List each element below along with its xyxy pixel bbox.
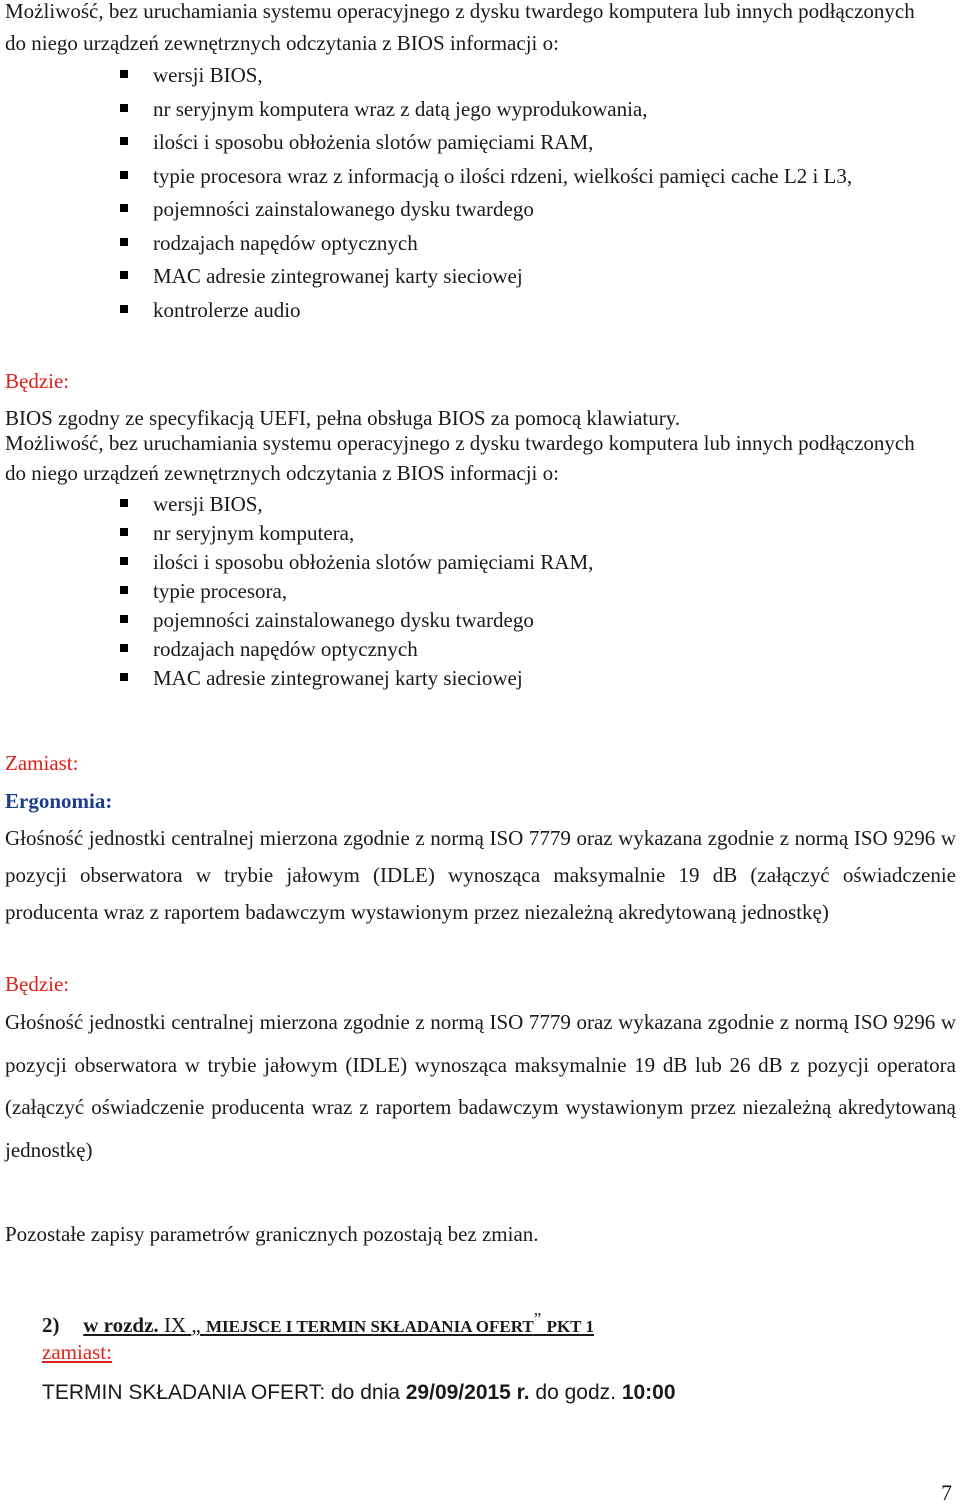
square-bullet-icon (120, 586, 128, 594)
bios-uefi-text: BIOS zgodny ze specyfikacją UEFI, pełna obsługa BIOS za pomocą klawiatury. (5, 406, 681, 430)
square-bullet-icon (120, 271, 128, 279)
ergonomia-old-text: Głośność jednostki centralnej mierzona zgodnie z normą ISO 7779 oraz wykazana zgodnie z normą ISO 9296 w pozycji obserwatora w trybie jałowym (IDLE) wynosząca maksymalnie 19 dB (załączyć oświadczenie producenta wraz z raportem badawczym wystawionym przez niezależną akredytowaną jednostkę) (5, 826, 956, 924)
square-bullet-icon (120, 70, 128, 78)
list-item: pojemności zainstalowanego dysku twardego (5, 606, 593, 635)
list-item: rodzajach napędów optycznych (5, 635, 593, 664)
bios-info-list-new (5, 490, 593, 693)
list-item: MAC adresie zintegrowanej karty sieciowej (5, 260, 852, 294)
square-bullet-icon (120, 305, 128, 313)
remaining-parameters-text: Pozostałe zapisy parametrów granicznych pozostają bez zmian. (5, 1222, 539, 1246)
square-bullet-icon (120, 673, 128, 681)
list-item: typie procesora, (5, 577, 593, 606)
square-bullet-icon (120, 204, 128, 212)
list-item: nr seryjnym komputera, (5, 519, 593, 548)
list-item: ilości i sposobu obłożenia slotów pamięciami RAM, (5, 548, 593, 577)
label-bedzie: Będzie: (5, 972, 70, 996)
list-item: wersji BIOS, (5, 490, 593, 519)
list-item: rodzajach napędów optycznych (5, 227, 852, 261)
square-bullet-icon (120, 104, 128, 112)
label-zamiast: Zamiast: (5, 751, 79, 775)
list-item: typie procesora wraz z informacją o ilości rdzeni, wielkości pamięci cache L2 i L3, (5, 160, 852, 194)
list-item: MAC adresie zintegrowanej karty sieciowej (5, 664, 593, 693)
section-heading-ergonomia: Ergonomia: (5, 789, 113, 813)
list-item: wersji BIOS, (5, 59, 852, 93)
list-item: kontrolerze audio (5, 294, 852, 328)
intro-paragraph-1: Możliwość, bez uruchamiania systemu operacyjnego z dysku twardego komputera lub innych podłączonych do niego urządzeń zewnętrznych odczytania z BIOS informacji o: (5, 0, 915, 55)
square-bullet-icon (120, 528, 128, 536)
section-number: 2) (42, 1313, 60, 1337)
section-title: w rozdz. IX „ MIEJSCE I TERMIN SKŁADANIA OFERT” PKT 1 (83, 1309, 594, 1337)
square-bullet-icon (120, 238, 128, 246)
page-number: 7 (941, 1480, 952, 1505)
list-item: pojemności zainstalowanego dysku twardego (5, 193, 852, 227)
list-item: ilości i sposobu obłożenia slotów pamięciami RAM, (5, 126, 852, 160)
square-bullet-icon (120, 499, 128, 507)
square-bullet-icon (120, 557, 128, 565)
termin-line: TERMIN SKŁADANIA OFERT: do dnia 29/09/2015 r. do godz. 10:00 (42, 1381, 676, 1404)
intro-paragraph-2: Możliwość, bez uruchamiania systemu operacyjnego z dysku twardego komputera lub innych podłączonych do niego urządzeń zewnętrznych odczytania z BIOS informacji o: (5, 431, 915, 485)
square-bullet-icon (120, 644, 128, 652)
section-2-heading (42, 1302, 594, 1343)
label-zamiast-small: zamiast: (42, 1340, 112, 1364)
square-bullet-icon (120, 171, 128, 179)
ergonomia-new-text: Głośność jednostki centralnej mierzona zgodnie z normą ISO 7779 oraz wykazana zgodnie z normą ISO 9296 w pozycji obserwatora w trybie jałowym (IDLE) wynosząca maksymalnie 19 dB lub 26 dB z pozycji operatora (załączyć oświadczenie producenta wraz z raportem badawczym wystawionym przez niezależną akredytowaną jednostkę) (5, 1010, 956, 1162)
bios-info-list-old (5, 59, 852, 327)
label-bedzie: Będzie: (5, 369, 70, 393)
square-bullet-icon (120, 615, 128, 623)
square-bullet-icon (120, 137, 128, 145)
list-item: nr seryjnym komputera wraz z datą jego wyprodukowania, (5, 93, 852, 127)
